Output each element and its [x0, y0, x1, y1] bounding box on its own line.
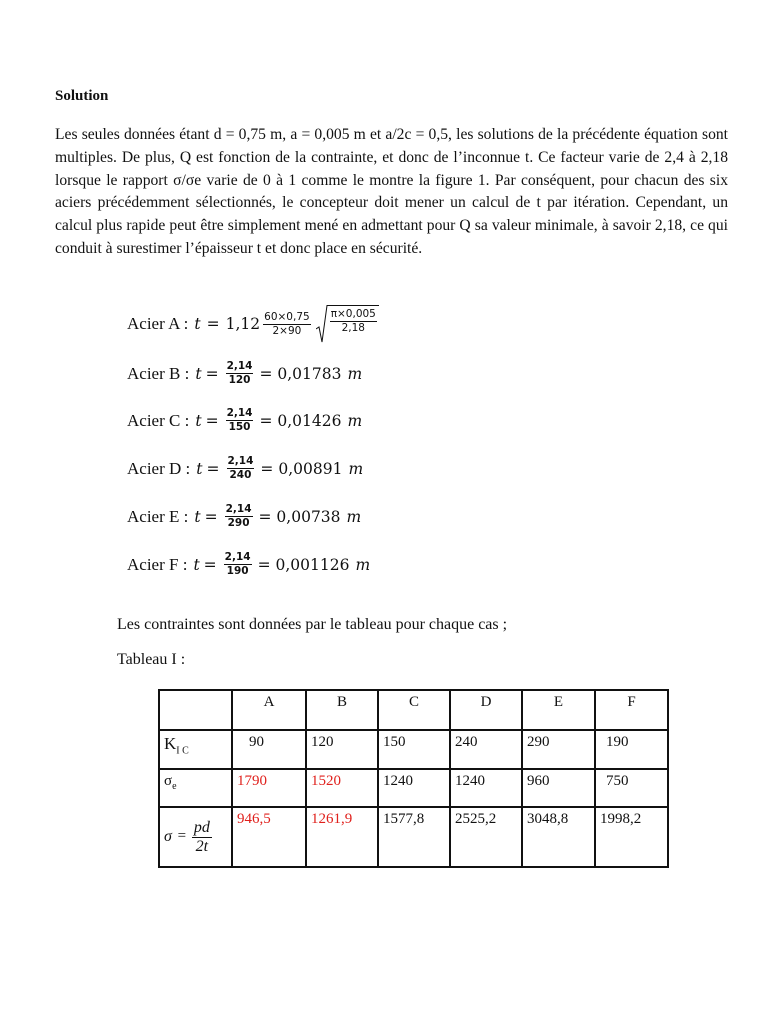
table-cell-highlight: 1261,9 — [306, 807, 378, 867]
equation-result: = 0,01783 — [259, 364, 342, 383]
sigma-denominator: 2t — [195, 837, 209, 855]
solution-paragraph: Les seules données étant d = 0,75 m, a = 0,005 m et a/2c = 0,5, les solutions de la précédente équation sont multiples. De plus, Q est fonction de la contrainte, et donc de l’inconnue t. Ce facteur varie de 2,4 à 2,18 lorsque le rapport σ/σe varie de 0 à 1 comme le montre la figure 1. Par conséquent, pour chacun des six aciers précédemment sélectionnés, le concepteur doit mener un calcul de t par itération. Cependant, un calcul plus rapide peut être simplement mené en admettant pour Q sa valeur minimale, à savoir 2,18, ce qui conduit à surestimer l’épaisseur t et donc place en sécurité. — [55, 126, 728, 257]
sigma-symbol: σ — [164, 827, 172, 845]
radical-sign-icon — [316, 305, 328, 343]
table-cell: 290 — [522, 730, 595, 769]
row-label-sigma-e — [159, 769, 232, 807]
equation-result: = 0,00738 — [258, 507, 341, 526]
equation-var: t — [195, 364, 202, 383]
equation-label: Acier D : — [127, 458, 191, 478]
steel-table — [158, 689, 669, 868]
table-header-row — [159, 690, 668, 730]
equation-var: t — [196, 459, 203, 478]
fraction-numerator: 2,14 — [224, 551, 251, 563]
sige-label-main: σ — [164, 773, 173, 789]
column-header: D — [450, 690, 522, 730]
equation-var: t — [193, 555, 200, 574]
fraction-denominator: 2×90 — [272, 324, 302, 337]
kic-label-sub: I C — [176, 745, 189, 757]
equation-acier-e — [127, 503, 361, 530]
fraction-numerator: 2,14 — [227, 455, 254, 467]
equation-equals: = — [206, 315, 220, 333]
kic-label-main: K — [164, 734, 177, 753]
table-cell: 960 — [522, 769, 595, 807]
column-header: A — [232, 690, 306, 730]
sigma-equals: = — [177, 828, 187, 845]
square-root — [316, 305, 379, 343]
equation-unit: m — [347, 364, 363, 383]
equation-equals: = — [205, 364, 219, 383]
equation-fraction — [263, 311, 311, 338]
equation-equals: = — [206, 459, 220, 478]
table-row-sigma — [159, 807, 668, 867]
equation-acier-d — [127, 455, 363, 482]
table-cell: 1577,8 — [378, 807, 450, 867]
equation-fraction — [226, 360, 254, 387]
equation-var: t — [195, 411, 202, 430]
solution-heading: Solution — [55, 88, 109, 104]
column-header: C — [378, 690, 450, 730]
table-cell: 190 — [595, 730, 668, 769]
sqrt-numerator: π×0,005 — [330, 308, 376, 320]
table-cell: 3048,8 — [522, 807, 595, 867]
table-corner-cell — [159, 690, 232, 730]
fraction-numerator: 2,14 — [226, 407, 253, 419]
table-cell: 750 — [595, 769, 668, 807]
fraction-numerator: 2,14 — [225, 503, 252, 515]
equation-unit: m — [346, 507, 362, 526]
equation-result: = 0,01426 — [259, 411, 342, 430]
intro-text: Les contraintes sont données par le tableau pour chaque cas ; — [117, 616, 508, 633]
equation-var: t — [194, 315, 201, 333]
table-cell: 90 — [232, 730, 306, 769]
equation-label: Acier E : — [127, 506, 189, 526]
table-cell-highlight: 946,5 — [232, 807, 306, 867]
equation-acier-c — [127, 407, 362, 434]
fraction-denominator: 150 — [228, 421, 251, 433]
sige-label-sub: e — [172, 781, 177, 792]
equation-coef: 1,12 — [225, 315, 261, 333]
fraction-denominator: 290 — [227, 517, 250, 529]
equation-acier-a — [127, 305, 379, 343]
fraction-numerator: 2,14 — [226, 360, 253, 372]
equation-acier-f — [127, 551, 370, 578]
table-cell: 120 — [306, 730, 378, 769]
equation-unit: m — [348, 459, 364, 478]
fraction-denominator: 240 — [229, 469, 252, 481]
column-header: E — [522, 690, 595, 730]
fraction-denominator: 190 — [226, 565, 249, 577]
table-cell: 150 — [378, 730, 450, 769]
sqrt-denominator: 2,18 — [341, 322, 365, 334]
table-row-kic — [159, 730, 668, 769]
sigma-numerator: pd — [193, 818, 210, 836]
equation-var: t — [194, 507, 201, 526]
fraction-numerator: 60×0,75 — [264, 310, 310, 323]
table-cell-highlight: 1790 — [232, 769, 306, 807]
equation-label: Acier A : — [127, 314, 189, 333]
table-caption: Tableau I : — [117, 651, 186, 668]
column-header: B — [306, 690, 378, 730]
equation-fraction — [224, 551, 252, 578]
equation-label: Acier F : — [127, 554, 188, 574]
table-cell-highlight: 1520 — [306, 769, 378, 807]
equation-equals: = — [203, 555, 217, 574]
sigma-fraction — [192, 819, 212, 856]
equation-fraction — [227, 455, 255, 482]
equation-equals: = — [204, 507, 218, 526]
equation-equals: = — [205, 411, 219, 430]
table-cell: 1998,2 — [595, 807, 668, 867]
equation-label: Acier B : — [127, 363, 190, 383]
equation-unit: m — [355, 555, 371, 574]
table-cell: 1240 — [450, 769, 522, 807]
row-label-sigma — [159, 807, 232, 867]
row-label-kic — [159, 730, 232, 769]
equation-unit: m — [347, 411, 363, 430]
fraction-denominator: 120 — [228, 374, 251, 386]
equation-acier-b — [127, 360, 362, 387]
table-row-sigma-e — [159, 769, 668, 807]
table-cell: 1240 — [378, 769, 450, 807]
equation-result: = 0,00891 — [260, 459, 343, 478]
equation-fraction — [225, 503, 253, 530]
column-header: F — [595, 690, 668, 730]
table-cell: 240 — [450, 730, 522, 769]
equation-result: = 0,001126 — [257, 555, 350, 574]
equation-fraction — [226, 407, 254, 434]
table-cell: 2525,2 — [450, 807, 522, 867]
equation-label: Acier C : — [127, 410, 190, 430]
